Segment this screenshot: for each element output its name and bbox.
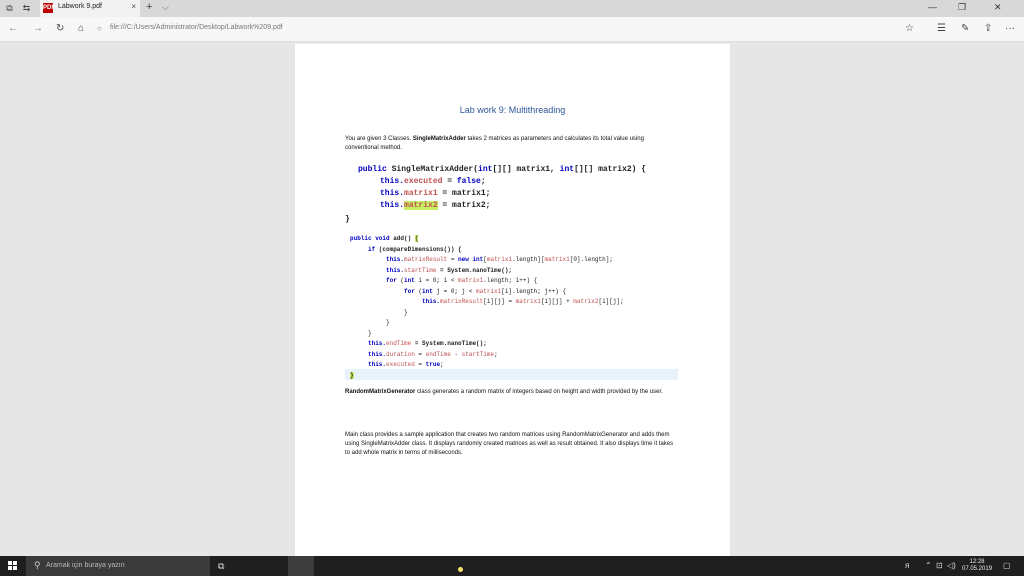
share-icon[interactable]: ⇪: [984, 23, 993, 34]
page-info-icon[interactable]: ○: [97, 24, 102, 33]
code-line: this.executed = true;: [368, 361, 444, 368]
system-clock[interactable]: [962, 559, 992, 573]
search-placeholder: Aramak için buraya yazın: [46, 562, 125, 569]
people-icon[interactable]: ᴙ: [905, 561, 910, 570]
code-line: }: [386, 319, 390, 326]
code-line: this.endTime = System.nanoTime();: [368, 340, 487, 347]
code-line: this.startTime = System.nanoTime();: [386, 266, 513, 274]
code-line: this.duration = endTime - startTime;: [368, 350, 498, 358]
code-line: }: [350, 371, 354, 379]
code-constructor-signature: public SingleMatrixAdder(int[][] matrix1, int[][] matrix2) {: [358, 165, 647, 174]
code-line: for (int i = 0; i < matrix1.length; i++) {: [386, 277, 538, 284]
favorites-hub-icon[interactable]: ☰: [937, 23, 946, 34]
tab-strip: [0, 0, 1024, 17]
intro-paragraph: You are given 3 Classes. SingleMatrixAdder takes 2 matrices as parameters and calculates its total value using conventional method.: [345, 136, 644, 151]
code-line: this.executed = false;: [380, 177, 486, 186]
tab-preview-chevron-icon[interactable]: ⌵: [162, 2, 169, 12]
pdf-page: [295, 44, 730, 556]
random-generator-paragraph: RandomMatrixGenerator class generates a random matrix of integers based on height and width provided by the user.: [345, 389, 663, 395]
favorite-star-icon[interactable]: ☆: [905, 23, 914, 34]
restore-icon[interactable]: ❐: [958, 2, 967, 12]
code-line: for (int j = 0; j < matrix1[i].length; j++) {: [404, 287, 567, 295]
code-line: }: [404, 308, 408, 316]
forward-icon[interactable]: →: [33, 23, 43, 34]
navigation-bar: [0, 17, 1024, 42]
network-icon[interactable]: ⊡: [936, 561, 943, 570]
code-line: this.matrixResult = new int[matrix1.length][matrix1[0].length];: [386, 256, 613, 263]
pdf-icon: PDF: [43, 5, 55, 11]
code-line: this.matrix1 = matrix1;: [380, 189, 491, 198]
volume-icon[interactable]: ◁): [947, 561, 956, 570]
windows-start-icon[interactable]: [8, 561, 17, 570]
current-line-highlight: [345, 369, 678, 380]
close-tab-icon[interactable]: ×: [131, 2, 136, 11]
task-view-icon[interactable]: ⧉: [218, 561, 225, 571]
new-tab-button[interactable]: +: [146, 1, 153, 13]
taskbar: [0, 556, 1024, 576]
document-title: Lab work 9: Multithreading: [459, 105, 566, 115]
code-line: this.matrix2 = matrix2;: [380, 201, 491, 210]
tab-actions-icon[interactable]: ⧉: [6, 3, 13, 13]
clock-time: 12:28: [969, 559, 985, 565]
more-icon[interactable]: ···: [1005, 23, 1015, 34]
taskbar-app-icon[interactable]: [458, 567, 463, 572]
code-line: public void add() {: [350, 235, 419, 242]
code-line: }: [345, 215, 350, 224]
tab-labwork[interactable]: [40, 0, 140, 17]
search-icon: ⚲: [34, 560, 41, 570]
code-line: this.matrixResult[i][j] = matrix1[i][j] + matrix2[i][j];: [422, 298, 624, 305]
clock-date: 07.05.2019: [962, 566, 993, 572]
address-bar[interactable]: file:///C:/Users/Administrator/Desktop/Labwork%209.pdf: [110, 24, 283, 31]
web-notes-icon[interactable]: ✎: [961, 23, 970, 34]
main-class-paragraph: Main class provides a sample application that creates two random matrices using RandomMatrixGenerator and adds them using SingleMatrixAdder class. It displays randomly created matrices as well as result obtained. It also displays time it takes to add whole matrix in terms of milliseconds.: [345, 432, 674, 456]
minimize-icon[interactable]: —: [928, 2, 937, 12]
home-icon[interactable]: ⌂: [78, 23, 85, 34]
refresh-icon[interactable]: ↻: [56, 23, 65, 34]
taskbar-search-box[interactable]: [26, 556, 210, 576]
show-hidden-icons-chevron-icon[interactable]: ⌃: [925, 561, 932, 570]
close-window-icon[interactable]: ✕: [994, 2, 1002, 12]
tabs-aside-icon[interactable]: ⇆: [22, 3, 31, 13]
code-line: if (compareDimensions()) {: [368, 245, 462, 253]
taskbar-app-button[interactable]: [288, 556, 314, 576]
code-line: }: [368, 329, 372, 337]
tab-title: Labwork 9.pdf: [58, 3, 102, 10]
notification-center-icon[interactable]: ▢: [1003, 561, 1011, 570]
back-icon[interactable]: ←: [8, 23, 18, 34]
